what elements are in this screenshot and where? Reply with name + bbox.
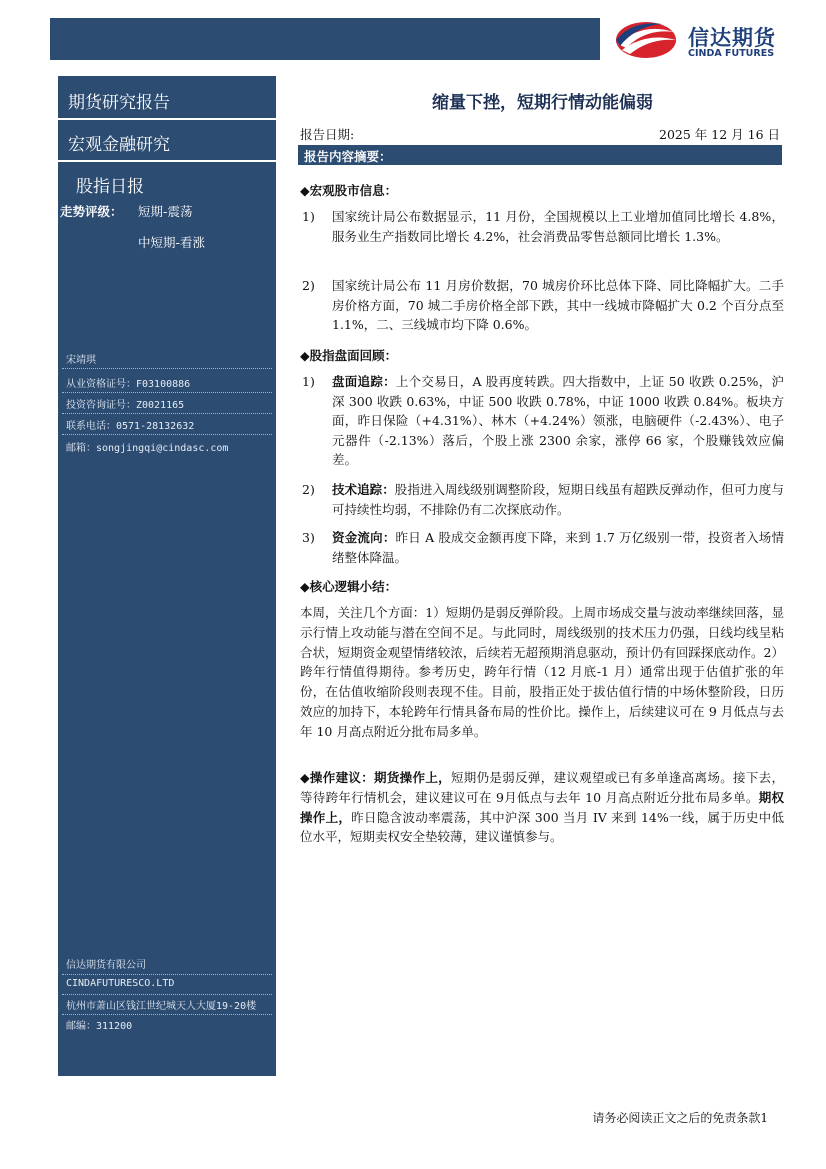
item-number: 1) bbox=[302, 374, 315, 389]
logo-chinese-name: 信达期货 bbox=[688, 26, 776, 50]
list-item bbox=[300, 276, 784, 335]
item-text: 股指进入周线级别调整阶段，短期日线虽有超跌反弹动作，但可力度与可持续性均弱，不排除仍有二次探底动作。 bbox=[332, 482, 784, 517]
item-keyword: 资金流向： bbox=[332, 530, 396, 545]
sidebar-title-report-type: 期货研究报告 bbox=[68, 93, 170, 113]
trend-rating bbox=[58, 200, 276, 250]
dotted-divider bbox=[62, 434, 272, 435]
list-item bbox=[300, 528, 784, 567]
options-advice-text: 昨日隐含波动率震荡，其中沪深 300 当月 IV 来到 14%一线，属于历史中低位水平，短期卖权安全垫较薄，建议谨慎参与。 bbox=[300, 809, 784, 845]
dotted-divider bbox=[62, 413, 272, 414]
company-english-name: CINDAFUTURESCO.LTD bbox=[66, 978, 175, 989]
futures-advice-text: 短期仍是弱反弹，建议观望或已有多单逢高离场。接下去，等待跨年行情机会，建议建议可在 9月低点与去年 10 月高点附近分批布局多单。 bbox=[300, 770, 784, 805]
sidebar-divider bbox=[58, 160, 276, 162]
dotted-divider bbox=[62, 994, 272, 995]
company-name: 信达期货有限公司 bbox=[66, 960, 146, 971]
item-keyword: 技术追踪： bbox=[332, 482, 395, 497]
futures-advice-keyword: 期货操作上， bbox=[374, 770, 451, 785]
cinda-logo-icon bbox=[612, 18, 678, 60]
analyst-email: 邮箱：songjingqi@cindasc.com bbox=[66, 443, 229, 454]
list-item bbox=[300, 207, 784, 246]
item-text: 上个交易日，A 股再度转跌。四大指数中，上证 50 收跌 0.25%，沪深 300 收跌 0.63%，中证 500 收跌 0.78%，中证 1000 收跌 0.84%。板块方面，昨日保险（+4.31%）、林木（+4.24%）领涨，电脑硬件（-2.43%）、电子元器件（-2.13%）落后，个股上涨 2300 余家，涨停 66 家，个股赚钱效应偏差。 bbox=[332, 374, 784, 467]
dotted-divider bbox=[62, 1014, 272, 1015]
item-number: 3) bbox=[302, 530, 315, 545]
dotted-divider bbox=[62, 392, 272, 393]
list-item bbox=[300, 372, 784, 470]
logo-english-name: CINDA FUTURES bbox=[688, 48, 775, 59]
item-text: 国家统计局公布 11 月房价数据，70 城房价环比总体下降、同比降幅扩大。二手房价格方面，70 城二手房价格全部下跌，其中一线城市降幅扩大 0.2 个百分点至 1.1%，二、三线城市均下降 0.6%。 bbox=[332, 278, 784, 332]
company-address: 杭州市萧山区钱江世纪城天人大厦19-20楼 bbox=[66, 1001, 257, 1012]
analyst-phone: 联系电话：0571-28132632 bbox=[66, 421, 195, 432]
header-band bbox=[50, 18, 600, 60]
item-text: 国家统计局公布数据显示，11 月份，全国规模以上工业增加值同比增长 4.8%，服务业生产指数同比增长 4.2%，社会消费品零售总额同比增长 1.3%。 bbox=[332, 209, 784, 244]
logic-paragraph: 本周，关注几个方面：1）短期仍是弱反弹阶段。上周市场成交量与波动率继续回落，显示行情上攻动能与潜在空间不足。与此同时，周线级别的技术压力仍强，日线均线呈粘合状，短期资金观望情绪较浓，后续若无超预期消息驱动，预计仍有回踩探底动作。2）跨年行情值得期待。参考历史，跨年行情（12 月底-1 月）通常出现于估值扩张的年份，在估值收缩阶段则表现不佳。目前，股指正处于拔估值行情的中场休整阶段，日历效应的加持下，本轮跨年行情具备布局的性价比。操作上，后续建议可在 9 月低点与去年 10 月高点附近分批布局多单。 bbox=[300, 605, 784, 739]
item-keyword: 盘面追踪： bbox=[332, 374, 396, 389]
advice-paragraph bbox=[300, 768, 784, 847]
analyst-name: 宋靖琪 bbox=[66, 355, 96, 366]
summary-header-bar bbox=[298, 145, 782, 165]
section-heading-advice: ◆操作建议： bbox=[300, 770, 375, 785]
report-date-label: 报告日期: bbox=[300, 127, 355, 142]
sidebar-title-category: 宏观金融研究 bbox=[68, 135, 170, 155]
summary-header-label: 报告内容摘要： bbox=[304, 149, 392, 164]
analyst-invest-license: 投资咨询证号：Z0021165 bbox=[66, 400, 185, 411]
item-number: 1) bbox=[302, 209, 315, 224]
options-advice-keyword: 期权操作上， bbox=[300, 789, 784, 825]
item-number: 2) bbox=[302, 278, 315, 293]
report-date: 2025 年 12 月 16 日 bbox=[659, 127, 780, 142]
sidebar bbox=[58, 76, 276, 1076]
trend-rating-label: 走势评级： bbox=[60, 204, 123, 219]
section-heading-logic: ◆核心逻辑小结： bbox=[300, 579, 398, 594]
list-item bbox=[300, 480, 784, 519]
company-logo bbox=[612, 18, 802, 60]
sidebar-title-daily: 股指日报 bbox=[76, 177, 144, 197]
dotted-divider bbox=[62, 368, 272, 369]
section-heading-review: ◆股指盘面回顾： bbox=[300, 348, 398, 363]
analyst-license: 从业资格证号：F03100886 bbox=[66, 379, 191, 390]
section-heading-macro: ◆宏观股市信息： bbox=[300, 183, 398, 198]
trend-short-term: 短期-震荡 bbox=[138, 204, 193, 219]
dotted-divider bbox=[62, 974, 272, 975]
report-title: 缩量下挫，短期行情动能偏弱 bbox=[432, 93, 653, 113]
company-postcode: 邮编：311200 bbox=[66, 1021, 133, 1032]
item-number: 2) bbox=[302, 482, 315, 497]
trend-mid-term: 中短期-看涨 bbox=[138, 235, 206, 250]
sidebar-divider bbox=[58, 118, 276, 120]
disclaimer-note: 请务必阅读正文之后的免责条款1 bbox=[592, 1111, 768, 1125]
item-text: 昨日 A 股成交金额再度下降，来到 1.7 万亿级别一带，投资者入场情绪整体降温。 bbox=[332, 530, 784, 565]
